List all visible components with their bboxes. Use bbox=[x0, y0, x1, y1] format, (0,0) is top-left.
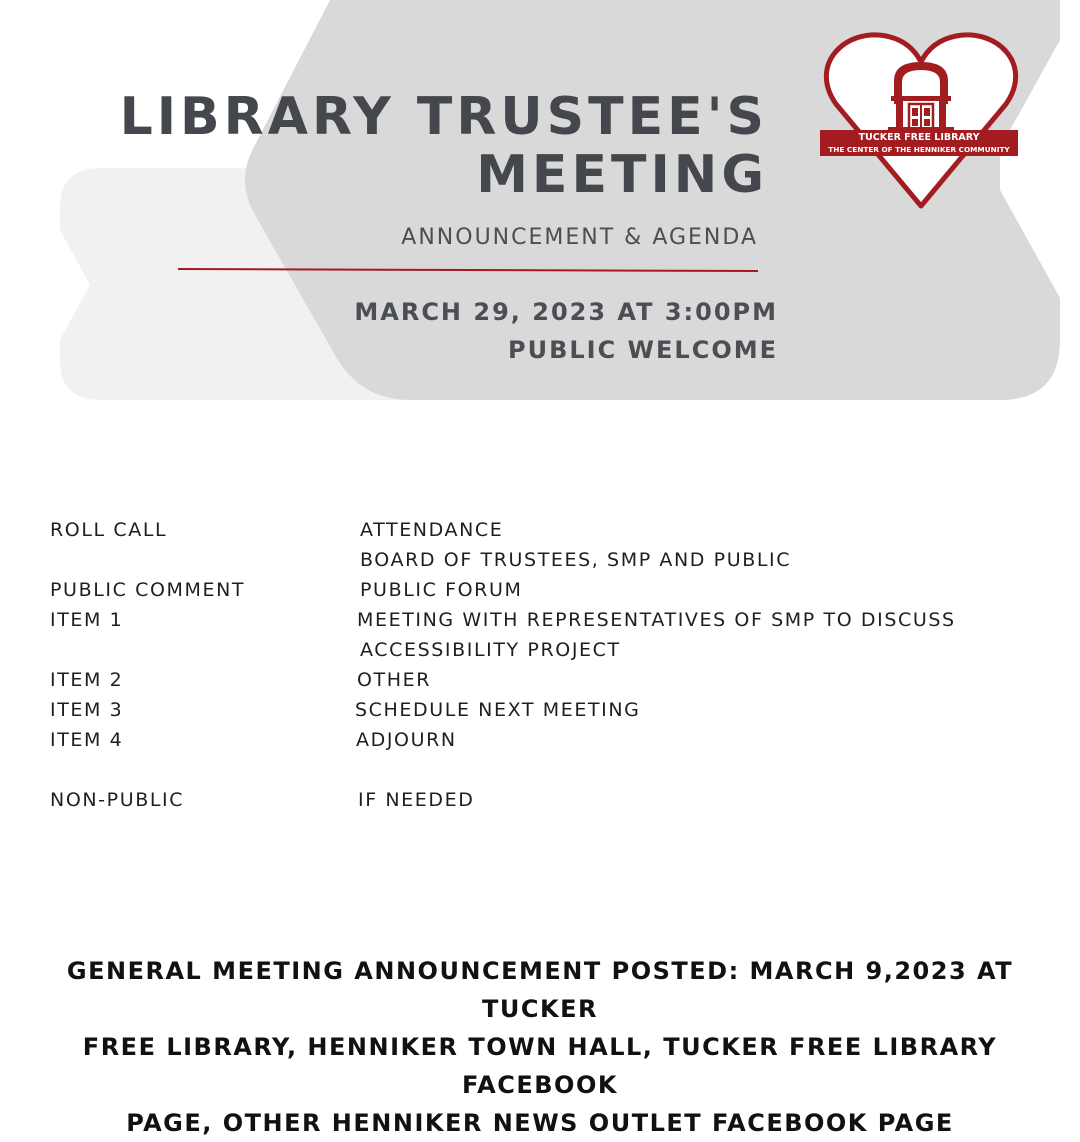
subtitle: ANNOUNCEMENT & AGENDA bbox=[401, 225, 758, 250]
public-welcome: PUBLIC WELCOME bbox=[507, 336, 778, 364]
agenda-item: ADJOURN bbox=[356, 729, 457, 751]
agenda-item: OTHER bbox=[357, 669, 432, 691]
title-line-2: MEETING bbox=[476, 145, 768, 205]
posting-notice bbox=[10, 952, 1070, 1142]
agenda-item: MEETING WITH REPRESENTATIVES OF SMP TO DISCUSS bbox=[357, 609, 956, 631]
agenda-item: PUBLIC FORUM bbox=[360, 579, 523, 601]
agenda-label: PUBLIC COMMENT bbox=[50, 579, 246, 601]
library-name: TUCKER FREE LIBRARY bbox=[858, 132, 980, 143]
agenda-item: ACCESSIBILITY PROJECT bbox=[360, 639, 621, 661]
agenda-item: ATTENDANCE bbox=[360, 519, 504, 541]
agenda-label: ITEM 3 bbox=[50, 699, 124, 721]
posting-notice-line-1: GENERAL MEETING ANNOUNCEMENT POSTED: MARCH 9,2023 AT TUCKER bbox=[66, 957, 1014, 1023]
agenda-item: SCHEDULE NEXT MEETING bbox=[355, 699, 641, 721]
posting-notice-line-3: PAGE, OTHER HENNIKER NEWS OUTLET FACEBOOK PAGE bbox=[126, 1109, 954, 1137]
agenda-label: NON-PUBLIC bbox=[50, 789, 185, 811]
agenda-label: ROLL CALL bbox=[50, 519, 168, 541]
posting-notice-line-2: FREE LIBRARY, HENNIKER TOWN HALL, TUCKER FREE LIBRARY FACEBOOK bbox=[82, 1033, 998, 1099]
title-line-1: LIBRARY TRUSTEE'S bbox=[119, 87, 768, 147]
agenda-item: IF NEEDED bbox=[358, 789, 475, 811]
agenda-label: ITEM 2 bbox=[50, 669, 124, 691]
agenda-label: ITEM 1 bbox=[50, 609, 124, 631]
library-tagline: THE CENTER OF THE HENNIKER COMMUNITY bbox=[828, 145, 1010, 154]
meeting-date-time: MARCH 29, 2023 AT 3:00PM bbox=[354, 298, 778, 326]
agenda-item: BOARD OF TRUSTEES, SMP AND PUBLIC bbox=[360, 549, 792, 571]
agenda-label: ITEM 4 bbox=[50, 729, 124, 751]
